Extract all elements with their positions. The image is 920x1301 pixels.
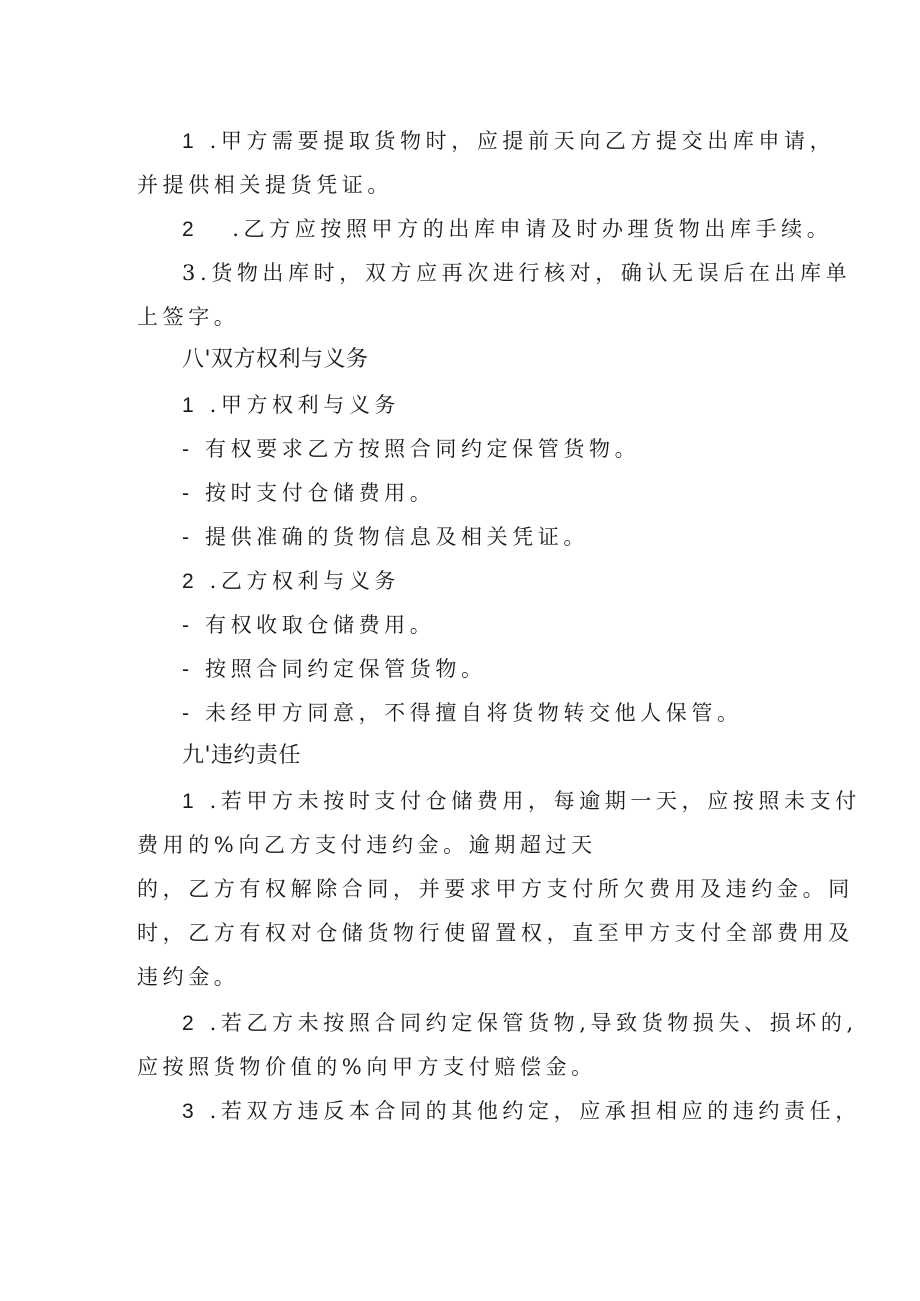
clause-number: 3	[182, 1100, 199, 1123]
clause-number: 2	[182, 570, 199, 593]
clause-text: .甲方需要提取货物时，应提前天向乙方提交出库申请，	[209, 129, 836, 153]
clause-9-1-line2: 费用的%向乙方支付违约金。逾期超过天	[137, 833, 597, 857]
clause-number: 2	[182, 1012, 199, 1035]
clause-9-1-line4: 时，乙方有权对仓储货物行使留置权，直至甲方支付全部费用及	[137, 921, 854, 945]
list-item: - 有权收取仓储费用。	[182, 613, 436, 637]
clause-text: .乙方权利与义务	[209, 569, 401, 593]
clause-9-1-line3: 的，乙方有权解除合同，并要求甲方支付所欠费用及违约金。同	[137, 877, 854, 901]
clause-9-2-line1	[182, 1010, 858, 1037]
clause-text: .若乙方未按照合同约定保管货物,导致货物损失、损坏的,	[209, 1011, 858, 1035]
list-item: - 按照合同约定保管货物。	[182, 657, 487, 681]
list-item: - 提供准确的货物信息及相关凭证。	[182, 525, 589, 549]
clause-7-1-line1	[182, 128, 835, 155]
section-heading-breach: 九'违约责任	[182, 743, 302, 768]
clause-9-1-line1	[182, 788, 861, 815]
clause-9-2-line2: 应按照货物价值的%向甲方支付赔偿金。	[137, 1055, 597, 1079]
subheading-party-a	[182, 392, 400, 419]
clause-text: .甲方权利与义务	[209, 393, 401, 417]
clause-7-3-line2: 上签字。	[137, 305, 240, 329]
clause-9-3-line1	[182, 1098, 861, 1125]
list-item: - 有权要求乙方按照合同约定保管货物。	[182, 437, 641, 461]
list-item: - 按时支付仓储费用。	[182, 481, 436, 505]
clause-7-3-line1: 3.货物出库时，双方应再次进行核对，确认无误后在出库单	[182, 261, 852, 285]
clause-7-2	[182, 216, 832, 243]
clause-text: .若甲方未按时支付仓储费用，每逾期一天，应按照未支付	[209, 789, 861, 813]
clause-7-1-line2: 并提供相关提货凭证。	[137, 173, 393, 197]
clause-text: .若双方违反本合同的其他约定，应承担相应的违约责任，	[209, 1099, 861, 1123]
list-item: - 未经甲方同意，不得擅自将货物转交他人保管。	[182, 701, 743, 725]
clause-9-1-line5: 违约金。	[137, 965, 240, 989]
clause-text: .乙方应按照甲方的出库申请及时办理货物出库手续。	[232, 217, 833, 241]
clause-number: 1	[182, 130, 199, 153]
clause-number: 1	[182, 790, 199, 813]
clause-number: 2	[182, 218, 199, 241]
subheading-party-b	[182, 568, 400, 595]
section-heading-rights: 八'双方权利与义务	[182, 347, 369, 372]
clause-number: 1	[182, 394, 199, 417]
